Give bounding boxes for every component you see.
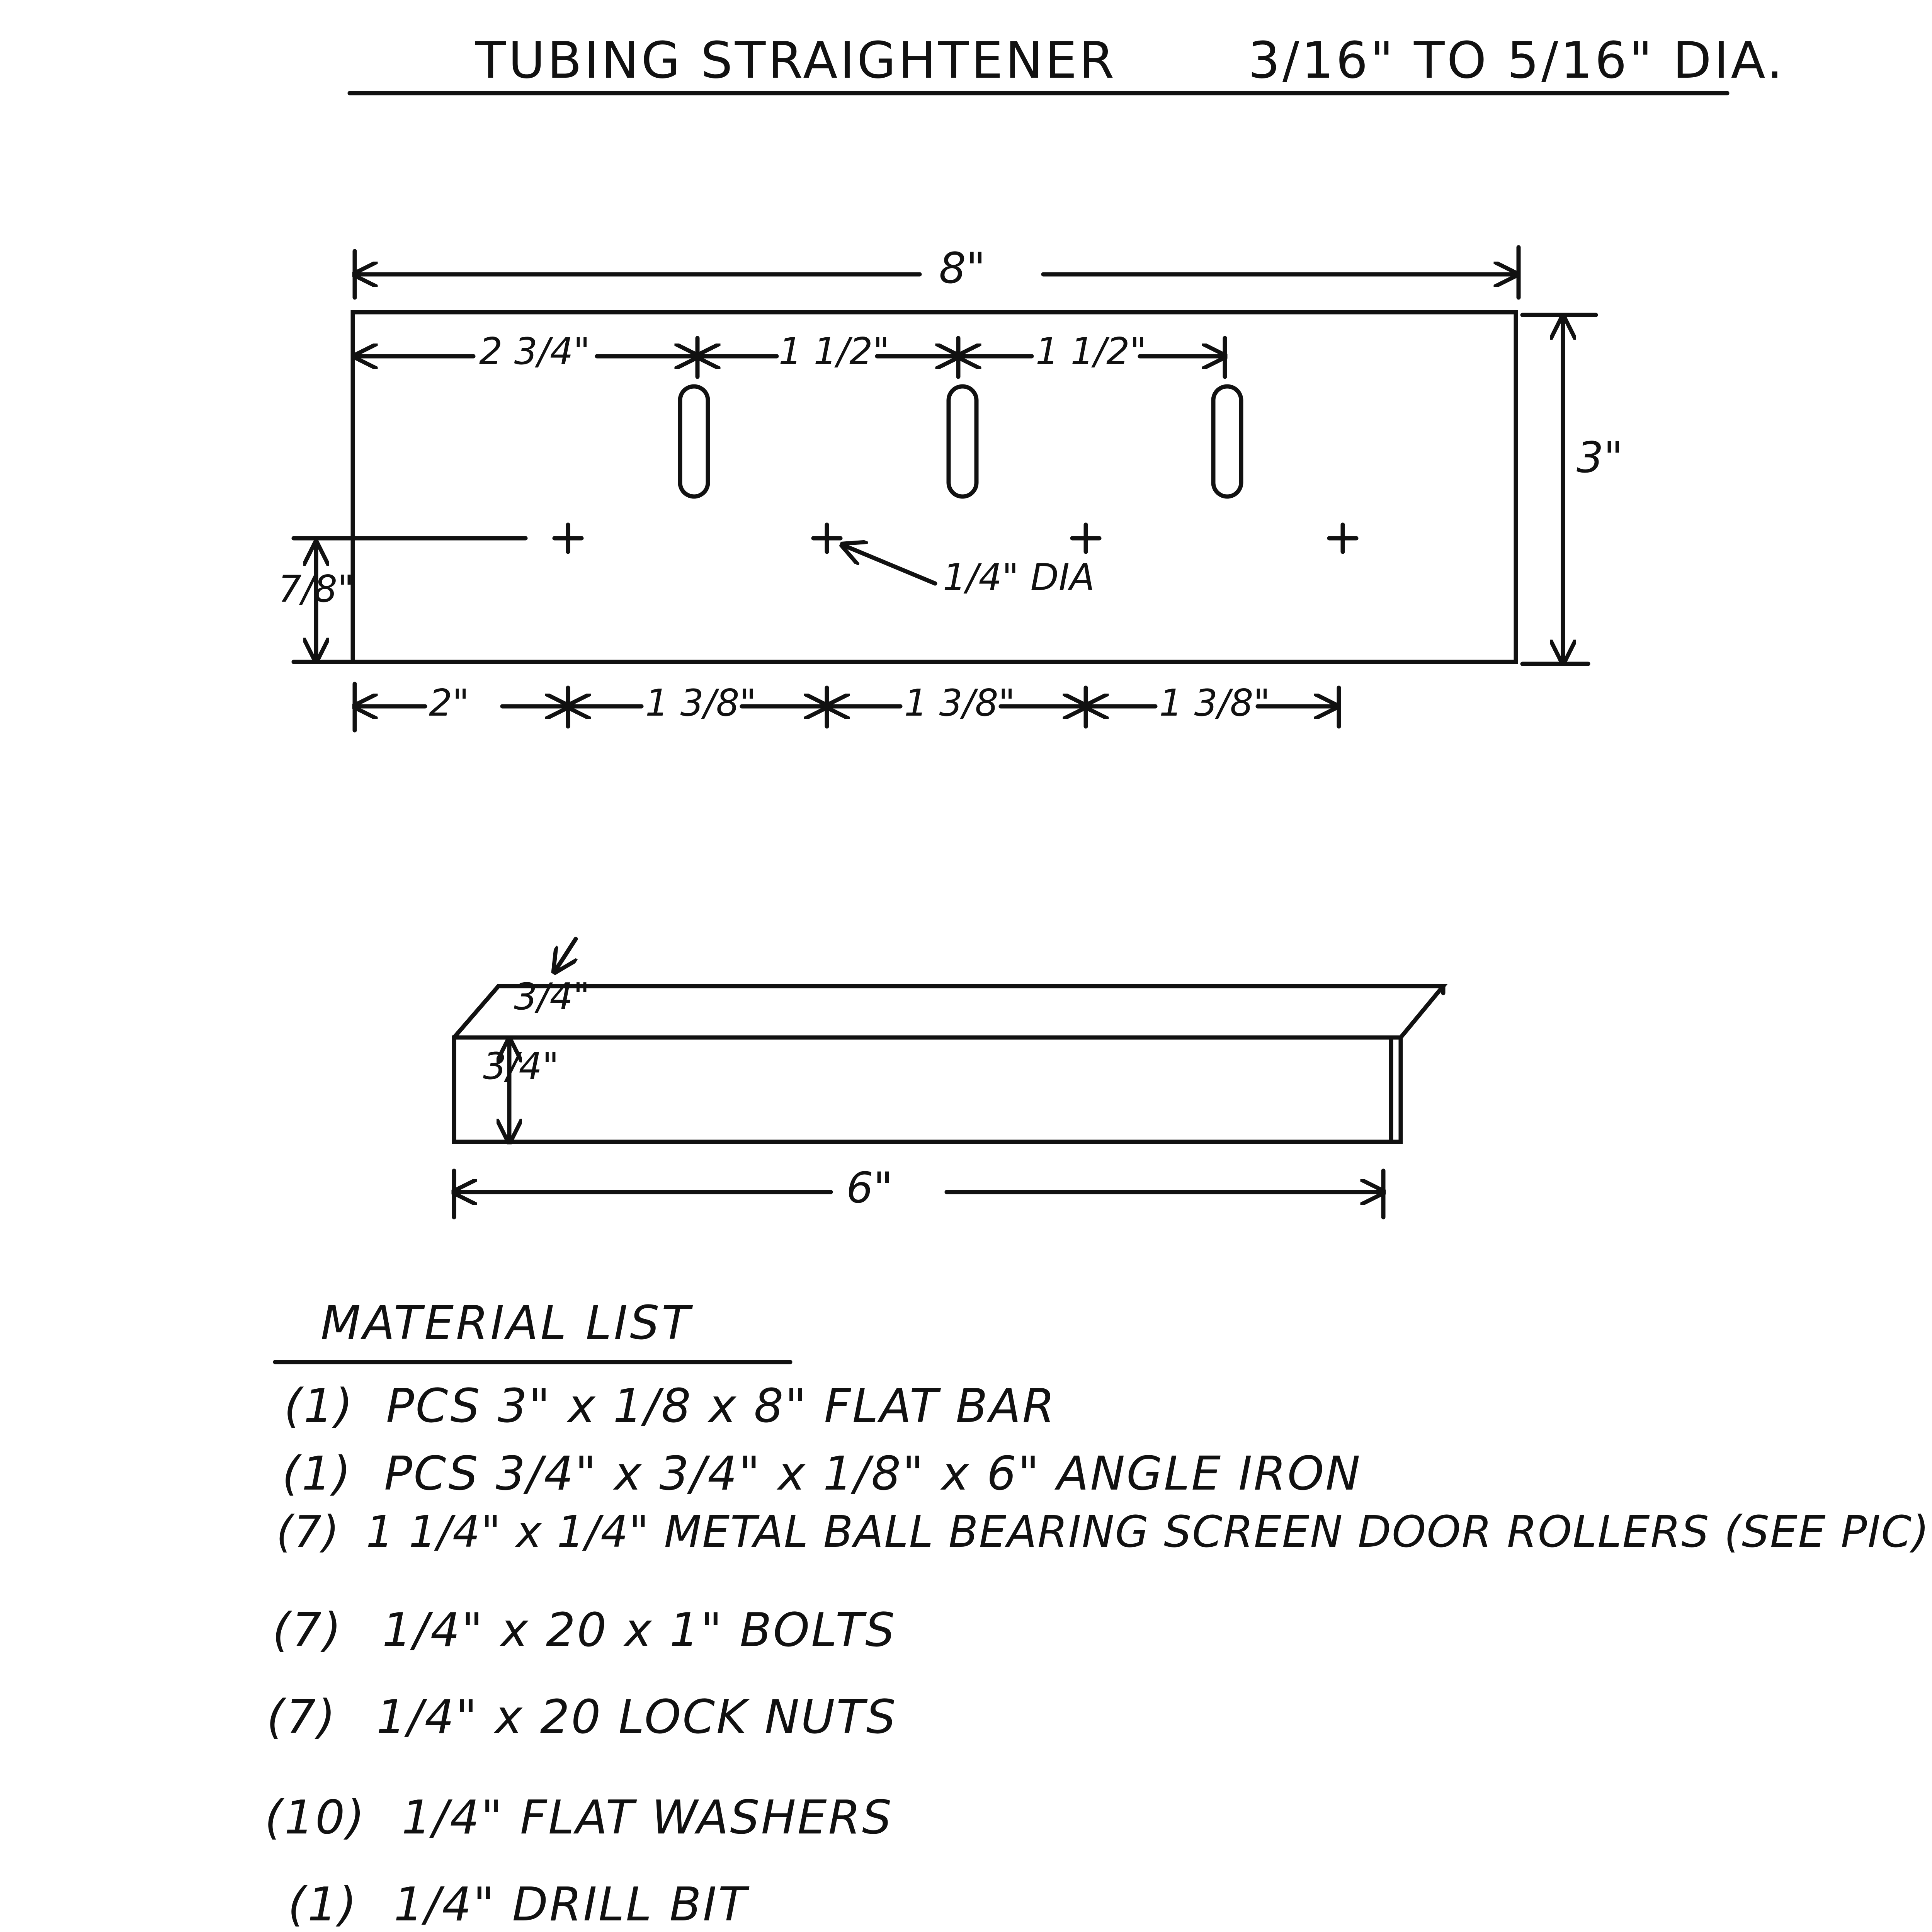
item-desc: 1/4" x 20 LOCK NUTS (376, 1690, 897, 1744)
list-item (288, 1878, 748, 1932)
hole-diameter-note: 1/4" DIA (943, 556, 1095, 599)
list-item (265, 1791, 893, 1845)
item-qty: (7) (272, 1604, 343, 1657)
item-desc: 1/4" FLAT WASHERS (401, 1791, 893, 1845)
item-desc: 1/4" x 20 x 1" BOLTS (382, 1604, 896, 1657)
hole-spacing-2-label: 1 3/8" (645, 682, 757, 724)
slot-1 (680, 386, 708, 497)
item-desc: PCS 3" x 1/8 x 8" FLAT BAR (386, 1379, 1056, 1433)
slot-spacing-1-label: 2 3/4" (479, 330, 590, 373)
drawing-size-range: 3/16" TO 5/16" DIA. (1248, 31, 1785, 90)
slot-3 (1213, 386, 1241, 497)
angle-side-leg-label: 3/4" (483, 1045, 559, 1088)
list-item (267, 1690, 897, 1744)
hole-marks (554, 525, 1356, 552)
slot-spacing-3-label: 1 1/2" (1036, 330, 1147, 373)
material-list-heading: MATERIAL LIST (321, 1296, 692, 1350)
item-qty: (10) (265, 1791, 366, 1845)
list-item (284, 1379, 1056, 1433)
hole-note-leader (842, 545, 935, 583)
list-item (276, 1507, 1930, 1557)
angle-iron-outline (454, 986, 1443, 1142)
angle-length-label: 6" (846, 1163, 893, 1213)
item-desc: 1/4" DRILL BIT (394, 1878, 748, 1932)
item-qty: (1) (282, 1447, 352, 1501)
item-qty: (7) (267, 1690, 337, 1744)
plate-length-label: 8" (939, 243, 986, 293)
list-item (272, 1604, 896, 1657)
item-desc: PCS 3/4" x 3/4" x 1/8" x 6" ANGLE IRON (384, 1447, 1362, 1501)
hole-spacing-4-label: 1 3/8" (1159, 682, 1270, 724)
hole-offset-label: 7/8" (278, 568, 354, 611)
slot-2 (949, 386, 976, 497)
angle-top-leader (554, 939, 576, 972)
plate-height-label: 3" (1577, 433, 1623, 482)
item-desc: 1 1/4" x 1/4" METAL BALL BEARING SCREEN DOOR ROLLERS (SEE PIC) (366, 1507, 1930, 1557)
item-qty: (1) (284, 1379, 354, 1433)
angle-top-leg-label: 3/4" (514, 976, 590, 1018)
slot-spacing-2-label: 1 1/2" (779, 330, 890, 373)
list-item (282, 1447, 1362, 1501)
item-qty: (1) (288, 1878, 358, 1932)
item-qty: (7) (276, 1507, 340, 1557)
hole-spacing-3-label: 1 3/8" (904, 682, 1015, 724)
drawing-title: TUBING STRAIGHTENER (475, 31, 1117, 90)
hole-spacing-1-label: 2" (429, 682, 469, 724)
